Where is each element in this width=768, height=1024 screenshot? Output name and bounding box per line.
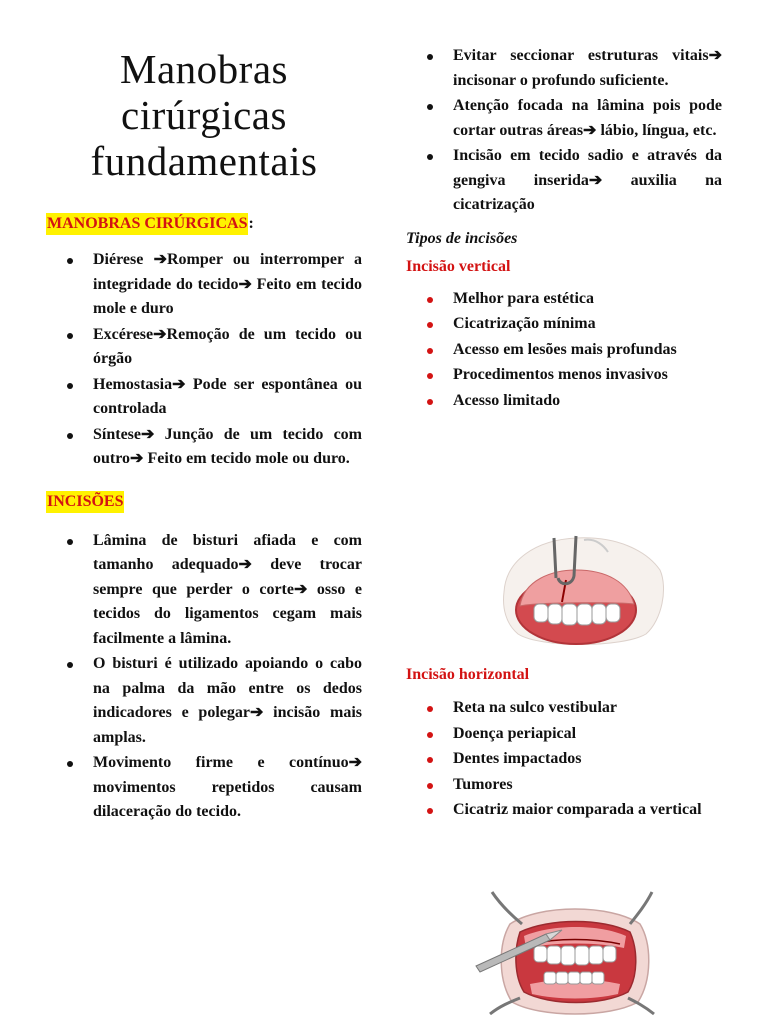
item-text: auxilia na cicatrização — [453, 171, 722, 213]
tipos-heading: Tipos de incisões — [406, 229, 518, 247]
horizontal-section — [406, 666, 722, 823]
list-item — [406, 363, 722, 388]
bullet-icon — [427, 297, 433, 303]
item-text: Feito em tecido mole ou duro. — [143, 450, 350, 467]
horizontal-list — [406, 696, 722, 823]
bullet-icon — [67, 258, 73, 264]
bullet-icon — [67, 383, 73, 389]
bullet-icon — [427, 348, 433, 354]
vertical-heading-row — [406, 258, 722, 276]
item-text: Romper ou interromper a integridade do tecido — [93, 251, 363, 293]
right-arrow-icon: ➔ — [153, 251, 167, 268]
item-text: Junção de um tecido com outro — [93, 425, 362, 467]
item-text: Síntese — [93, 425, 141, 443]
list-item — [406, 338, 722, 363]
manobras-heading-row — [46, 213, 362, 235]
list-item — [46, 373, 362, 422]
bullet-icon — [427, 322, 433, 328]
item-text: Doença periapical — [453, 724, 577, 742]
item-text: incisão mais amplas. — [93, 704, 362, 746]
manobras-colon: : — [248, 215, 254, 232]
item-text: Lâmina de bisturi afiada e com tamanho adequado — [93, 531, 362, 573]
item-text: Reta na sulco vestibular — [453, 699, 617, 716]
tipos-heading-row — [406, 230, 722, 248]
bullet-icon — [67, 539, 73, 545]
right-arrow-icon: ➔ — [130, 450, 144, 467]
bullet-icon — [427, 783, 433, 789]
right-arrow-icon: ➔ — [348, 754, 362, 771]
right-arrow-icon: ➔ — [249, 704, 264, 721]
list-item — [406, 287, 722, 312]
right-arrow-icon: ➔ — [588, 171, 603, 189]
left-column — [46, 0, 362, 825]
list-item — [406, 94, 722, 143]
bullet-icon — [427, 373, 433, 379]
item-text: Acesso limitado — [453, 391, 561, 409]
horizontal-incision-illustration — [470, 884, 670, 1020]
bullet-icon — [427, 399, 433, 405]
item-text: Incisão em tecido sadio e através da gengiva inserida — [453, 147, 722, 189]
list-item — [406, 44, 722, 93]
right-arrow-icon: ➔ — [294, 580, 308, 598]
bullet-icon — [427, 757, 433, 763]
incisoes-heading: INCISÕES — [46, 491, 124, 513]
item-text: Cicatrização mínima — [453, 315, 596, 332]
item-text: Atenção focada na lâmina pois pode cortar outras áreas — [453, 97, 722, 139]
incisoes-list — [46, 529, 362, 825]
manobras-list — [46, 248, 362, 472]
manobras-heading: MANOBRAS CIRÚRGICAS — [46, 213, 248, 235]
list-item — [406, 747, 722, 772]
right-arrow-icon: ➔ — [238, 556, 252, 573]
bullet-icon — [427, 808, 433, 814]
list-item — [46, 248, 362, 322]
bullet-icon — [427, 706, 433, 712]
item-text: Dentes impactados — [453, 750, 582, 767]
item-text: osso e tecidos do ligamentos cegam mais facilmente a lâmina. — [93, 580, 362, 647]
item-text: Melhor para estética — [453, 289, 594, 307]
item-text: Remoção de um tecido ou órgão — [93, 325, 362, 367]
item-text: Excérese — [93, 325, 154, 343]
bullet-icon — [427, 732, 433, 738]
right-arrow-icon: ➔ — [238, 275, 252, 293]
list-item — [406, 798, 722, 823]
right-arrow-icon: ➔ — [172, 375, 186, 393]
bullet-icon — [427, 154, 433, 160]
list-item — [46, 652, 362, 750]
item-text: O bisturi é utilizado apoiando o cabo na palma da mão entre os dedos indicadores e polegar — [93, 655, 362, 721]
list-item — [46, 323, 362, 372]
item-text: Evitar seccionar estruturas vitais — [453, 47, 709, 64]
list-item — [46, 529, 362, 652]
right-arrow-icon: ➔ — [153, 325, 167, 343]
bullet-icon — [67, 662, 73, 668]
item-text: Pode ser espontânea ou controlada — [93, 375, 362, 417]
list-item — [406, 389, 722, 414]
item-text: Procedimentos menos invasivos — [453, 366, 668, 383]
horizontal-heading: Incisão horizontal — [406, 666, 530, 683]
horizontal-heading-row — [406, 666, 722, 684]
item-text: Feito em tecido mole e duro — [93, 275, 362, 317]
bullet-icon — [67, 433, 73, 439]
list-item — [46, 751, 362, 825]
item-text: incisonar o profundo suficiente. — [453, 71, 669, 89]
incisoes-heading-row — [46, 491, 362, 513]
right-arrow-icon: ➔ — [583, 121, 597, 139]
item-text: lábio, língua, etc. — [596, 121, 717, 139]
list-item — [406, 696, 722, 721]
bullet-icon — [67, 761, 73, 767]
list-item — [406, 144, 722, 218]
cuidados-list — [406, 44, 722, 218]
bullet-icon — [67, 333, 73, 339]
item-text: Movimento firme e contínuo — [93, 754, 349, 771]
item-text: Acesso em lesões mais profundas — [453, 340, 677, 358]
page-title: Manobras cirúrgicas fundamentais — [90, 46, 318, 184]
item-text: Cicatriz maior comparada a vertical — [453, 801, 702, 818]
item-text: Tumores — [453, 775, 513, 793]
list-item — [406, 722, 722, 747]
bullet-icon — [427, 104, 433, 110]
right-arrow-icon: ➔ — [141, 425, 155, 443]
item-text: Hemostasia — [93, 375, 173, 393]
list-item — [406, 773, 722, 798]
vertical-incision-illustration — [496, 530, 668, 648]
list-item — [406, 312, 722, 337]
item-text: deve trocar sempre que perder o corte — [93, 556, 362, 598]
right-arrow-icon: ➔ — [708, 47, 722, 64]
right-column — [406, 0, 722, 413]
vertical-heading: Incisão vertical — [406, 257, 511, 275]
vertical-list — [406, 287, 722, 414]
item-text: movimentos repetidos causam dilaceração do tecido. — [93, 778, 362, 820]
list-item — [46, 423, 362, 472]
bullet-icon — [427, 54, 433, 60]
item-text: Diérese — [93, 251, 154, 268]
